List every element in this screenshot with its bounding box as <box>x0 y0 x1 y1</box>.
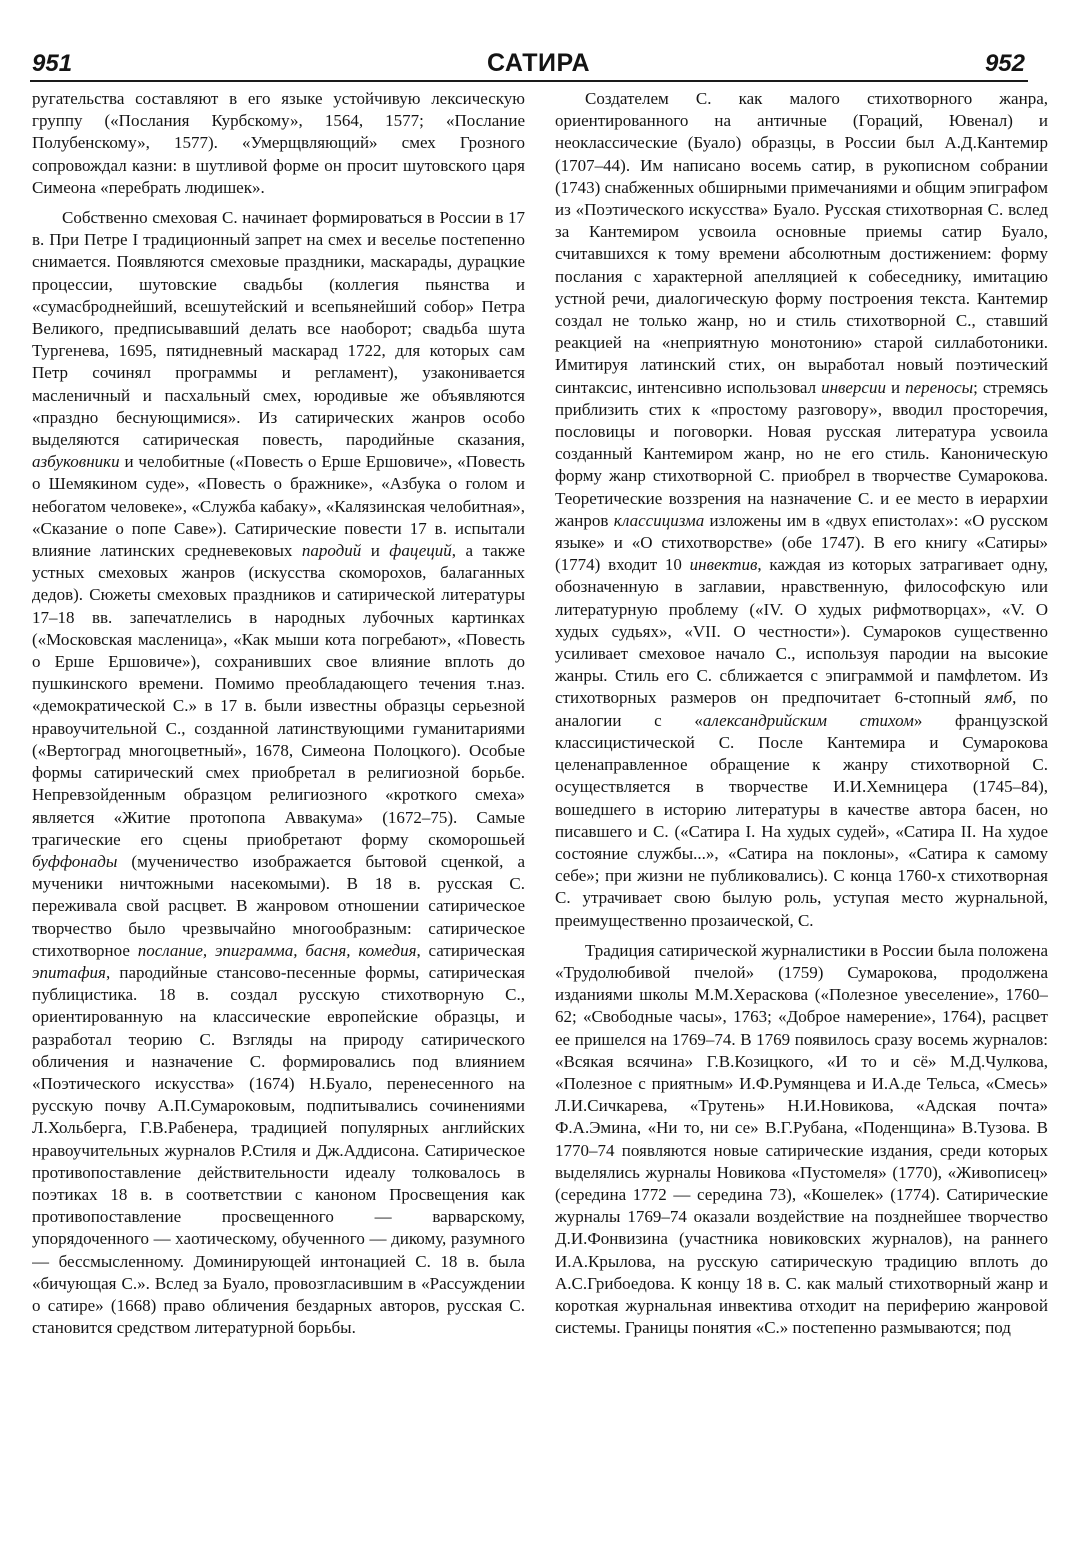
italic-term: пародий <box>301 541 362 561</box>
text-run: и челобитные («Повесть о Ерше Ершовиче», «Повесть о Шемякином суде», «Повесть о бражнике», «Азбука о голом и небогатом человеке», «Служба кабаку», «Калязинская челобитная», «Сказание о попе Саве»). Сатирические повести 17 в. испытали влияние латинских средневековых <box>32 452 525 561</box>
text-run: Собственно смеховая С. начинает формироваться в России в 17 в. При Петре I традиционный запрет на смех и веселье постепенно снимается. Появляются смеховые праздники, маскарады, дурацкие процессии, шутовские свадьбы (коллегия пьянства и «сумасброднейший, всешутейский и всепьянейший собор» Петра Великого, предписывавший делать все наоборот; свадьба шута Тургенева, 1695, пятидневный маскарад 1722, для которых сам Петр сочинял программы и регламент), узаконивается масленичный и пасхальный смех, юродивые же объявляются «праздно беснующимися». Из сатирических жанров особо выделяются сатирическая повесть, пародийные сказания, <box>32 208 525 450</box>
italic-term: фацеций <box>389 541 452 561</box>
italic-term: инверсии <box>821 377 886 397</box>
text-run: и <box>885 377 906 397</box>
text-run: , каждая из которых затрагивает одну, обозначенную в заглавии, нравственную, философскую или литературную проблему («IV. О худых рифмотворцах», «V. О худых судьях», «VII. О честности»). Сумароков существенно усиливает смеховое начало С., используя пародии на высокие жанры. Стиль его С. сближается с эпиграммой и памфлетом. Из стихотворных размеров он предпочитает 6-стопный <box>555 555 1048 708</box>
running-title: САТИРА <box>486 49 590 77</box>
page-number-left: 951 <box>32 50 73 77</box>
text-run: Традиция сатирической журналистики в России была положена «Трудолюбивой пчелой» (1759) Сумарокова, продолжена изданиями школы М.М.Хераскова («Полезное увеселение», 1760–62; «Свободные часы», 1763; «Доброе намерение», 1764), расцвет ее пришелся на 1769–74. В 1769 появилось сразу восемь журналов: «Всякая всячина» Г.В.Козицкого, «И то и сё» М.Д.Чулкова, «Полезное с приятным» И.Ф.Румянцева и И.А.де Тельса, «Смесь» Л.И.Сичкарева, «Трутень» Н.И.Новикова, «Адская почта» Ф.А.Эмина, «Ни то, ни се» В.Г.Рубана, «Поденщина» В.Тузова. В 1770–74 появляются новые сатирические издания, среди которых выделялись журналы Новикова «Пустомеля» (1770), «Живописец» (середина 1772 — середина 73), «Кошелек» (1774). Сатирические журналы 1769–74 оказали воздействие на позднейшее творчество Д.И.Фонвизина (участника новиковских журналов), на раннего И.А.Крылова, на русскую сатирическую традицию вплоть до А.С.Грибоедова. К концу 18 в. С. как малый стихотворный жанр и короткая журнальная инвектива отходит на периферию жанровой системы. Границы понятия «С.» постепенно размываются; под <box>555 940 1048 1338</box>
text-run: , а также устных смеховых жанров (искусства скоморохов, балаганных дедов). Сюжеты смеховых праздников и сатирической литературы 17–18 вв. запечатлелись в народных лубочных картинках («Московская масленица», «Как мыши кота погребают», «Повесть о Ерше Ершовиче»), сохранивших свое влияние вплоть до пушкинского времени. Помимо преобладающего течения т.наз. «демократической С.» в 17 в. были известны образцы серьезной нравоучительной С., созданной латинствующими гуманитариями («Вертоград многоцветный», 1678, Симеона Полоцкого). Особые формы сатирический смех приобретал в религиозной борьбе. Непревзойденным образцом религиозного «кроткого смеха» является «Житие протопопа Аввакума» (1672–75). Самые трагические его сцены приобретают форму скоморошьей <box>32 541 525 849</box>
italic-term: переносы <box>905 377 974 397</box>
paragraph <box>555 940 1048 1340</box>
italic-term: буффонады <box>32 851 118 871</box>
italic-term: эпитафия <box>32 962 106 982</box>
text-run: ; стремясь приблизить стих к «простому разговору», вводил просторечия, пословицы и поговорки. Новая русская литература усвоила созданный Кантемиром жанр, но не его стиль. Каноническую форму жанр стихотворной С. приобрел в творчестве Сумарокова. Теоретические воззрения на назначение С. и ее место в иерархии жанров <box>555 377 1048 530</box>
paragraph <box>32 88 525 199</box>
italic-term: азбуковники <box>32 452 120 472</box>
text-run: » французской классицистической С. После Кантемира и Сумарокова целенаправленное обращение к жанру стихотворной С. осуществляется в творчестве И.И.Хемницера (1745–84), вошедшего в историю литературы в качестве автора басен, но писавшего и С. («Сатира I. На худых судей», «Сатира II. На худое состояние службы...», «Сатира на поклоны», «Сатира к самому себе»; при жизни не публиковались). С конца 1760-х стихотворная С. утрачивает свою былую роль, уступая место журнальной, преимущественно прозаической, С. <box>555 710 1048 930</box>
paragraph <box>555 88 1048 932</box>
text-run: , сатирическая <box>416 940 525 960</box>
paragraph <box>32 207 525 1339</box>
text-run: изложены им в «двух епистолах»: «О русском языке» и «О стихотворстве» (обе 1747). В его книгу «Сатиры» (1774) входит 10 <box>555 510 1048 575</box>
italic-term: ямб <box>984 688 1013 708</box>
text-run: , пародийные стансово-песенные формы, сатирическая публицистика. 18 в. создал русскую стихотворную С., ориентированную на классические европейские образцы, и разработал теорию С. Взгляды на природу сатирического обличения и назначение С. формировались под влиянием «Поэтического искусства» (1674) Н.Буало, перенесенного на русскую почву А.П.Сумароковым, подпитывались сочинениями Л.Хольберга, Г.В.Рабенера, традицией популярных английских нравоучительных журналов Р.Стиля и Дж.Аддисона. Сатирическое противопоставление действительности идеалу толковалось в поэтиках 18 в. в соответствии с каноном Просвещения как противопоставление просвещенного — варварскому, упорядоченного — хаотическому, обученного — дикому, разумного — бессмысленному. Доминирующей интонацией С. 18 в. была «бичующая С.». Вслед за Буало, провозгласившим в «Рассуждении о сатире» (1668) право обличения бездарных авторов, русская С. становится средством литературной борьбы. <box>32 962 525 1338</box>
text-run: (мученичество изображается бытовой сценкой, а мученики ничтожными насекомыми). В 18 в. русская С. переживала свой расцвет. В жанровом отношении сатирическое творчество было чрезвычайно многообразным: сатирическое стихотворное <box>32 851 525 960</box>
italic-term: послание, эпиграмма, басня, комедия <box>137 940 417 960</box>
header-rule <box>30 80 1028 82</box>
left-column <box>32 88 525 1528</box>
italic-term: инвектив <box>689 555 758 575</box>
text-run: , по аналогии с « <box>555 688 1048 730</box>
text-run: и <box>361 541 390 561</box>
italic-term: классицизма <box>613 510 705 530</box>
page-header <box>0 0 1077 84</box>
right-column <box>555 88 1048 1528</box>
page-number-right: 952 <box>984 50 1025 77</box>
text-run: Создателем С. как малого стихотворного жанра, ориентированного на античные (Гораций, Ювенал) и неоклассические (Буало) образцы, в России был А.Д.Кантемир (1707–44). Им написано восемь сатир, в рукописном собрании (1743) снабженных обширными примечаниями и общим эпиграфом из «Поэтического искусства» Буало. Русская стихотворная С. вслед за Кантемиром усвоила основные приемы сатир Буало, считавшихся к тому времени абсолютным достижением: форму послания с характерной апелляцией к собеседнику, имитацию устной речи, диалогическую форму построения текста. Кантемир создал не только жанр, но и стиль стихотворной С., ставший реакцией на «неприятную монотонию» старой силлаботоники. Имитируя латинский стих, он выработал новый поэтический синтаксис, интенсивно использовал <box>555 89 1048 397</box>
italic-term: александрийским стихом <box>702 710 914 730</box>
text-run: ругательства составляют в его языке устойчивую лексическую группу («Послания Курбскому», 1564, 1577; «Послание Полубенскому», 1577). «Умерщвляющий» смех Грозного сопровождал казни: в шутливой форме он просит шутовского царя Симеона «перебрать людишек». <box>32 89 525 197</box>
